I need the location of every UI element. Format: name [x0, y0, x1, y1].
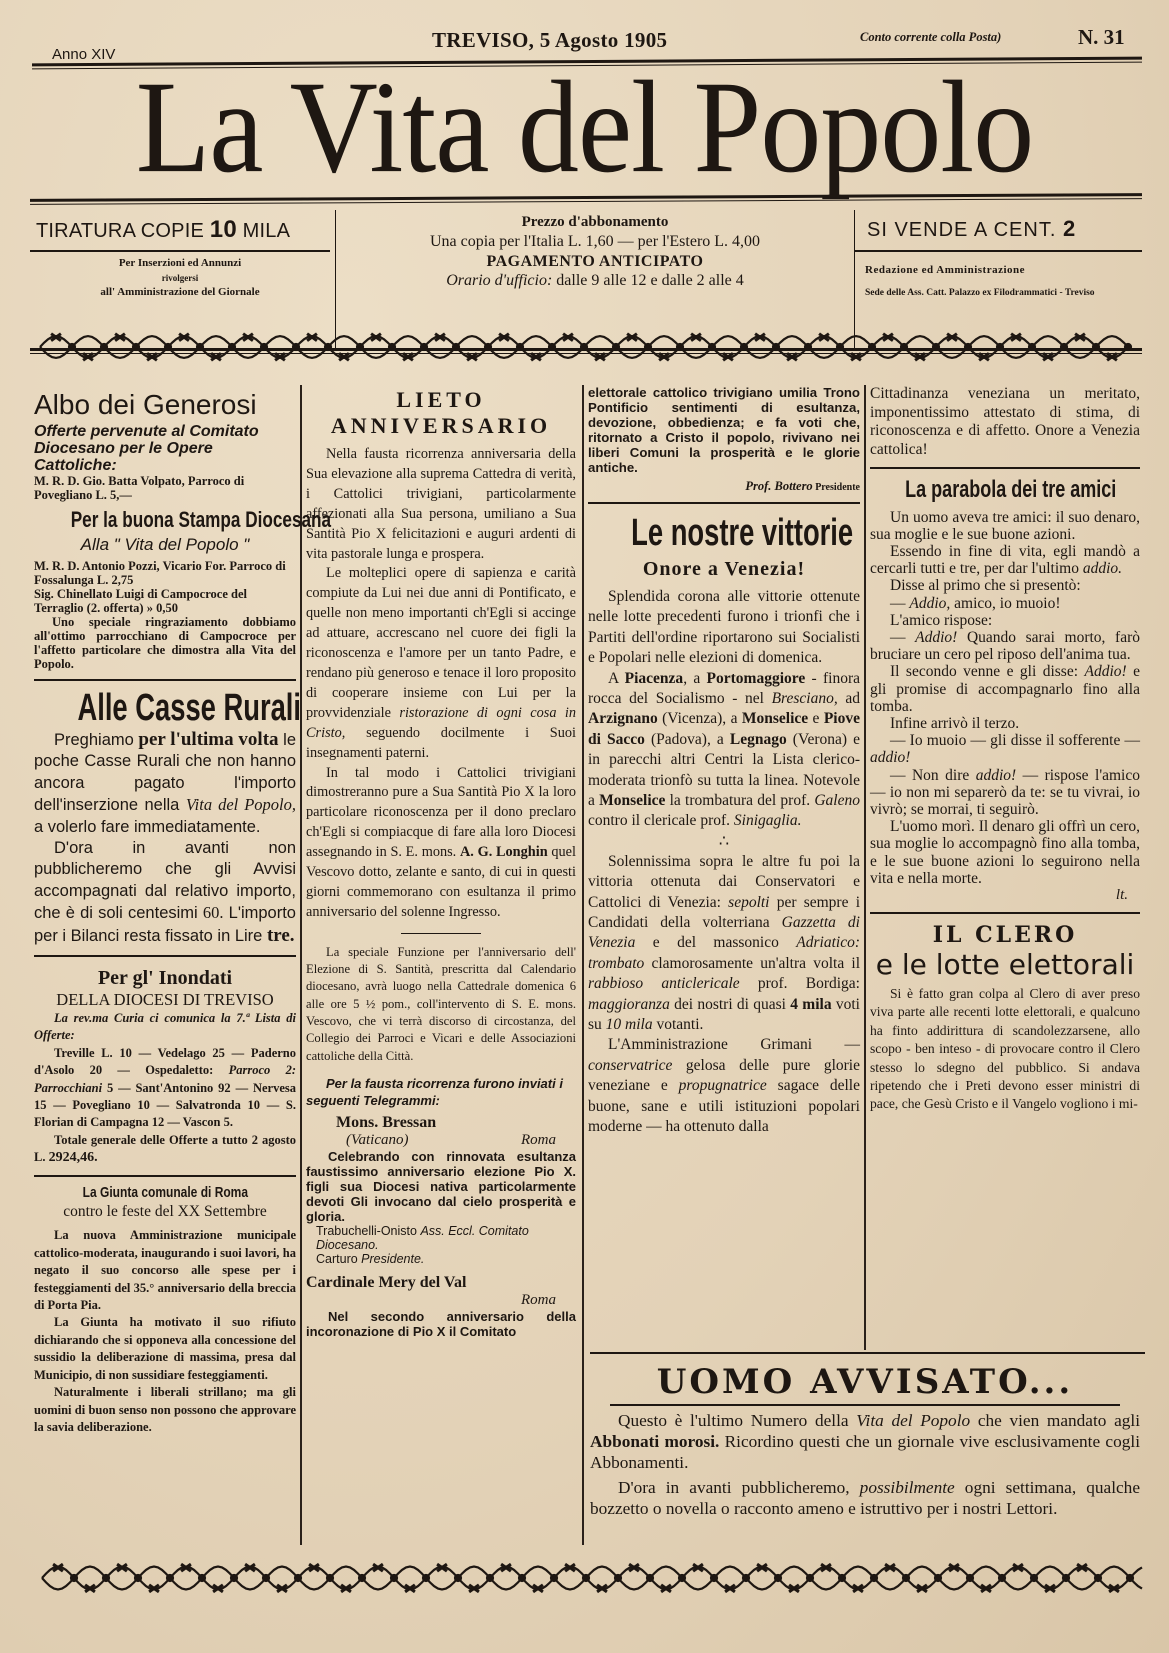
- story-paragraph: [870, 732, 1140, 766]
- article-paragraph: [588, 852, 860, 1036]
- story-paragraph: [870, 543, 1140, 577]
- person-name: Galeno: [814, 791, 860, 809]
- vote-count: 4 mila: [790, 995, 832, 1013]
- stampa-subheading: Alla " Vita del Popolo ": [80, 535, 250, 555]
- text: A: [608, 669, 625, 687]
- story-paragraph: Un uomo aveva tre amici: il suo denaro, sua moglie e le sue buone azioni.: [870, 508, 1140, 543]
- divider: [590, 1352, 1145, 1354]
- divider: [870, 467, 1140, 469]
- office-hours-value: dalle 9 alle 12 e dalle 2 alle 4: [552, 272, 744, 289]
- circulation-suffix: MILA: [236, 220, 291, 242]
- subscription-title: Prezzo d'abbonamento: [521, 214, 669, 230]
- ornament-leaf-cluster: [1013, 1564, 1037, 1581]
- thanks-note: Uno speciale ringraziamento dobbiamo all'ottimo parrocchiano di Campocroce per l'affetto particolare che dimostra alla Vita del Popolo.: [34, 615, 296, 672]
- text: votanti.: [652, 1016, 704, 1034]
- text: prof. Bordiga:: [739, 975, 860, 993]
- story-paragraph: [870, 767, 1140, 819]
- advertising-line-1: Per Inserzioni ed Annunzi: [118, 257, 242, 269]
- newspaper-name: Vita del Popolo,: [185, 795, 297, 815]
- text: 5 — Sant'Antonino 92 — Nervesa 15 — Povegliano 10 — Salvatronda 10 — S. Florian di Campagna 12 — Vascon 5.: [34, 1080, 296, 1130]
- ornament-leaf-cluster: [469, 1575, 493, 1592]
- emphasis: Addio!: [1084, 663, 1127, 681]
- office-hours-label: Orario d'ufficio:: [446, 272, 553, 289]
- divider: [34, 679, 296, 681]
- text: In tal modo i Cattolici trivigiani dimostreranno pure a Sua Santità Pio X la loro particolare riconoscenza per il dono preclaro ch'Egli si compiacque di fare alla loro Diocesi assegnando in S. E. mons.: [306, 764, 576, 861]
- ornament-leaf-cluster: [1043, 344, 1067, 360]
- ornament-leaf-cluster: [1107, 344, 1131, 360]
- donation-entry: M. R. D. Antonio Pozzi, Vicario For. Parroco di Fossalunga L. 2,75: [34, 559, 286, 588]
- giunta-paragraph: La nuova Amministrazione municipale cattolico-moderata, inaugurando i suoi lavori, ha negato il suo concorso alle spese per i festeggiamenti del 35.° anniversario della breccia di Porta Pia.: [34, 1228, 296, 1313]
- text: contro il clericale prof.: [588, 812, 734, 830]
- text: — rispose l'amico — io non mi separerò da te: se tu vivrai, io vivrò; se morrai, ti seguirò.: [870, 766, 1140, 819]
- ornament-leaf-cluster: [277, 1575, 301, 1592]
- ornament-leaf-cluster: [53, 1564, 77, 1581]
- signatory-role: Presidente: [812, 482, 860, 493]
- text: per sempre i Candidati della volterriana: [588, 893, 860, 931]
- article-paragraph: [588, 669, 860, 832]
- giunta-paragraph: La Giunta ha motivato il suo rifiuto dichiarando che si opponeva alla concessione del sussidio la deliberazione di massima, presa dal Municipio, di non sussidiare festeggiamenti.: [34, 1315, 296, 1382]
- place-name: Arzignano: [588, 710, 658, 728]
- text: la trombatura del prof.: [665, 791, 815, 809]
- text: amico, io muoio!: [950, 594, 1061, 612]
- advertising-line-3: all' Amministrazione del Giornale: [100, 285, 260, 298]
- ornament-leaf-cluster: [691, 334, 715, 350]
- place-name: Piove di Sacco: [588, 710, 860, 748]
- place-name: Monselice: [599, 791, 666, 809]
- emphasis: possibilmente: [859, 1478, 955, 1497]
- floral-border-ornament-bottom: [42, 1560, 1142, 1596]
- emphasis: ristorazione di ogni cosa in Cristo,: [306, 704, 576, 741]
- ornament-leaf-cluster: [659, 344, 683, 360]
- text: L'importo per i Bilanci resta fissato in Lire: [34, 904, 296, 945]
- emphasis: maggioranza: [588, 995, 670, 1013]
- editorial-office-label: Redazione ed Amministrazione: [865, 264, 1026, 276]
- ornament-leaf-cluster: [499, 334, 523, 350]
- emphasis: Adriatico: trombato: [588, 934, 860, 972]
- ornament-leaf-cluster: [789, 1575, 813, 1592]
- ornament-leaf-cluster: [115, 334, 139, 350]
- vittorie-subheading: Onore a Venezia!: [642, 557, 806, 580]
- uomo-avvisato-heading: UOMO AVVISATO...: [610, 1362, 1120, 1406]
- subscription-prices: Una copia per l'Italia L. 1,60 — per l'Estero L. 4,00: [429, 233, 761, 250]
- column-rule: [864, 385, 866, 1350]
- postal-account-note: Conto corrente colla Posta): [860, 30, 1002, 44]
- ornament-leaf-cluster: [917, 1575, 941, 1592]
- ornament-leaf-cluster: [947, 334, 971, 350]
- ornament-leaf-cluster: [341, 1575, 365, 1592]
- ornament-leaf-cluster: [565, 1564, 589, 1581]
- telegram-recipient: Mons. Bressan: [336, 1113, 437, 1131]
- ornament-leaf-cluster: [563, 334, 587, 350]
- newspaper-title: La Vita del Popolo: [135, 54, 1034, 201]
- notice-paragraph: [590, 1410, 1140, 1473]
- office-hours: [336, 272, 854, 290]
- ornament-leaf-cluster: [245, 1564, 269, 1581]
- ornament-leaf-cluster: [403, 344, 427, 360]
- circulation-box: [30, 210, 335, 350]
- ornament-leaf-cluster: [883, 334, 907, 350]
- text: ogni settimana, qualche bozzetto o novella o racconto ameno e istruttivo per i nostri Lettori.: [590, 1478, 1140, 1518]
- person-name: Sinigaglia.: [733, 812, 802, 830]
- signatory-role: Ass. Eccl. Comitato Diocesano.: [316, 1223, 529, 1252]
- article-paragraph: [306, 764, 576, 923]
- text: e gli promise di accompagnarlo fino alla tomba.: [870, 663, 1140, 715]
- giunta-paragraph: Naturalmente i liberali strillano; ma gli uomini di buon senso non possono che approvare la savia deliberazione.: [34, 1385, 296, 1434]
- text: D'ora in avanti pubblicheremo,: [618, 1478, 860, 1497]
- ornament-leaf-cluster: [661, 1575, 685, 1592]
- ornament-leaf-cluster: [501, 1564, 525, 1581]
- ornament-leaf-cluster: [1011, 334, 1035, 350]
- ornament-leaf-cluster: [211, 344, 235, 360]
- giunta-heading: [34, 1185, 296, 1201]
- ornament-leaf-cluster: [405, 1575, 429, 1592]
- floral-ornament-icon: [42, 1560, 1142, 1596]
- stampa-heading: [34, 507, 332, 532]
- total-amount: 2924,46.: [48, 1150, 98, 1166]
- emphasis: sepolti: [728, 893, 770, 911]
- article-paragraph: [306, 564, 576, 763]
- ornament-leaf-cluster: [851, 344, 875, 360]
- text: L'Amministrazione Grimani —: [608, 1036, 860, 1054]
- inondati-list: [34, 1045, 296, 1132]
- ornament-leaf-cluster: [437, 1564, 461, 1581]
- section-asterism: ∴: [718, 832, 730, 850]
- signatory: Carturo: [316, 1251, 362, 1266]
- text: ad: [837, 689, 860, 707]
- text: dei nostri di quasi: [669, 995, 791, 1013]
- ornament-leaf-cluster: [371, 334, 395, 350]
- circulation-number: 10: [209, 216, 237, 243]
- telegram-body: Nel secondo anniversario della incoronazione di Pio X il Comitato: [306, 1308, 576, 1339]
- divider: [855, 250, 1142, 252]
- editorial-office-address: Sede delle Ass. Catt. Palazzo ex Filodrammatici - Treviso: [865, 288, 1095, 298]
- telegram-place: (Vaticano): [346, 1131, 409, 1148]
- ornament-leaf-cluster: [821, 1564, 845, 1581]
- volume-year: Anno XIV: [52, 46, 116, 63]
- divider: [30, 250, 330, 252]
- issue-date: TREVISO, 5 Agosto 1905: [432, 28, 668, 52]
- ornament-leaf-cluster: [723, 344, 747, 360]
- story-paragraph: Disse al primo che si presentò:: [890, 577, 1081, 595]
- ornament-leaf-cluster: [179, 334, 203, 350]
- text: Questo è l'ultimo Numero della: [618, 1411, 857, 1430]
- sale-price-value: 2: [1062, 216, 1077, 241]
- notice-paragraph: [590, 1477, 1140, 1519]
- text: D'ora in avanti non pubblicheremo che gli Avvisi accompagnati dal relativo importo, che è di soli centesimi: [34, 839, 296, 923]
- emphasis: Addio,: [909, 594, 951, 612]
- inondati-intro: La rev.ma Curia ci comunica la 7.ª Lista di Offerte:: [34, 1011, 296, 1043]
- ornament-leaf-cluster: [819, 334, 843, 350]
- ornament-leaf-cluster: [149, 1575, 173, 1592]
- text: clamorosamente un'altra volta il: [644, 954, 860, 972]
- ornament-leaf-cluster: [853, 1575, 877, 1592]
- signatory: Trabuchelli-Onisto: [316, 1223, 421, 1238]
- price-value: 60.: [202, 903, 224, 923]
- ornament-leaf-cluster: [629, 1564, 653, 1581]
- telegram-body: Celebrando con rinnovata esultanza faustissimo anniversario elezione Pio X. figli sua Diocesi nativa particolarmente devoti Gli invocano dal cielo prosperità e gloria.: [306, 1148, 576, 1224]
- divider: [34, 955, 296, 957]
- floral-ornament-icon: [40, 330, 1130, 364]
- giunta-subheading: contro le feste del XX Settembre: [63, 1203, 267, 1221]
- giunta-heading-text: La Giunta comunale di Roma: [82, 1183, 248, 1201]
- albo-heading: Albo dei Generosi: [34, 389, 257, 420]
- ornament-leaf-cluster: [885, 1564, 909, 1581]
- ornament-leaf-cluster: [339, 344, 363, 360]
- casse-paragraph-2: [34, 838, 296, 947]
- story-paragraph: [870, 629, 1140, 663]
- telegram-signature: [306, 1252, 576, 1266]
- text: —: [890, 628, 916, 646]
- text: , a: [683, 669, 707, 687]
- story-paragraph: L'amico rispose:: [890, 611, 993, 629]
- bishop-name: A. G. Longhin: [459, 844, 548, 861]
- story-paragraph: [870, 663, 1140, 715]
- ornament-leaf-cluster: [435, 334, 459, 350]
- telegram-city: Roma: [521, 1291, 556, 1308]
- payment-in-advance: PAGAMENTO ANTICIPATO: [486, 253, 704, 270]
- telegram-continuation: elettorale cattolico trivigiano umilia Trono Pontificio sentimenti di esultanza, devozione, obbedienza; e fa voti che, ritornato a Cristo il popolo, rivivano nei liberi Comuni la prosperità e le glorie antiche.: [588, 385, 860, 475]
- place-name: Legnago: [729, 730, 787, 748]
- text: Solennissima sopra le altre fu poi la vittoria ottenuta dai Conservatori e Cattolici di Venezia:: [588, 852, 860, 911]
- story-signature: lt.: [1115, 887, 1128, 904]
- text: le poche Casse Rurali che non hanno ancora pagato l'importo dell'inserzione nella: [34, 730, 296, 815]
- emphasis: addio!: [975, 766, 1017, 784]
- emphasis: Abbonati morosi.: [590, 1432, 720, 1451]
- ornament-leaf-cluster: [949, 1564, 973, 1581]
- emphasis: per l'ultima volta: [138, 728, 279, 750]
- advertising-info: [30, 256, 330, 301]
- telegram-signature: [588, 479, 860, 494]
- text: sagace delle buone, sane e utili istituzioni popolari moderne — ha ottenuto dalla: [588, 1077, 860, 1136]
- uomo-avvisato-box: [590, 1362, 1140, 1519]
- divider: [34, 1175, 296, 1177]
- text: a volerlo fare immediatamente.: [34, 817, 261, 836]
- emphasis: Addio!: [915, 628, 958, 646]
- article-continuation: Cittadinanza veneziana un meritato, imponentissimo attestato di stima, di riconoscenza e di affetto. Onore a Venezia cattolica!: [870, 385, 1140, 458]
- article-paragraph: Nella fausta ricorrenza anniversaria della Sua elevazione alla suprema Cattedra di verità, i Cattolici trivigiani, particolarmente affezionati alla Sua persona, umiliano a Sua Santità Pio X felicitazioni e auguri ardenti di vita pastorale lunga e prospera.: [306, 446, 576, 562]
- circulation-label: [36, 216, 290, 244]
- text: quel Vescovo dotto, zelante e santo, di cui in questi giorni commemorano con esultanza il primo anniversario del solenne Ingresso.: [306, 844, 576, 920]
- text: Ricordino questi che un giornale vive esclusivamente cogli Abbonamenti.: [590, 1432, 1140, 1472]
- ornament-leaf-cluster: [533, 1575, 557, 1592]
- place-name: Piacenza: [624, 669, 684, 687]
- telegram-signature: [306, 1224, 576, 1252]
- text: (Padova), a: [644, 730, 730, 748]
- clero-paragraph: Si è fatto gran colpa al Clero di aver preso viva parte alle recenti lotte elettorali, e qualcuno ha finto addirittura di scandolezzarsene, allo scopo - ben inteso - di provocare contro il Clero stesso lo sdegno del pubblico. Si andava ripetendo che i Preti devono esser ministri di pace, che Gesù Cristo e il Vangelo vogliono i mi-: [870, 986, 1140, 1112]
- ornament-leaf-cluster: [83, 344, 107, 360]
- text: Le molteplici opere di sapienza e carità compiute da Lui nei due anni di Pontificato, e quelle non meno importanti ch'Egli si accinge ad attuare, accrescano nel cuore dei figli la riconoscenza e l'amore per un tanto Padre, e rendano più generoso e tenace il loro proposito di cooperare insieme con Lui per la provvidenziale: [306, 565, 576, 721]
- ornament-leaf-cluster: [147, 344, 171, 360]
- vittorie-heading: [588, 514, 860, 554]
- donation-entry: Sig. Chinellato Luigi di Campocroce del Terraglio (2. offerta) » 0,50: [34, 587, 247, 616]
- place-name: Monselice: [741, 710, 809, 728]
- text: - finora rocca del Socialismo - nel: [588, 669, 861, 707]
- ornament-leaf-cluster: [1075, 334, 1099, 350]
- telegram-recipient: Cardinale Mery del Val: [306, 1273, 467, 1291]
- article-paragraph: Splendida corona alle vittorie ottenute nelle lotte precedenti furono i trionfi che i Partiti dell'ordine riportarono sui Socialisti e Popolari nelle elezioni di domenica.: [588, 587, 860, 667]
- function-notice: La speciale Funzione per l'anniversario dell' Elezione di S. Santità, prescritta dal Calendario diocesano, avrà luogo nella Cattedrale domenica 6 alle ore 5 ½ pom., coll'intervento di S. E. mons. Vescovo, che vi terrà discorso di circostanza, del Collegio dei Parroci e Vicari e delle Associazioni cattoliche della Città.: [306, 944, 576, 1063]
- casse-paragraph-1: [34, 729, 296, 838]
- donation-entry: M. R. D. Gio. Batta Volpato, Parroco di Povegliano L. 5,—: [34, 474, 245, 502]
- emphasis: conservatrice: [588, 1056, 673, 1074]
- ornament-leaf-cluster: [979, 344, 1003, 360]
- ornament-leaf-cluster: [725, 1575, 749, 1592]
- parabola-heading: [870, 477, 1140, 502]
- ornament-leaf-cluster: [243, 334, 267, 350]
- column-rule: [300, 385, 302, 1545]
- advertising-line-2: rivolgersi: [161, 272, 199, 283]
- ornament-leaf-cluster: [693, 1564, 717, 1581]
- vittorie-heading-text: Le nostre vittorie: [631, 512, 854, 554]
- emphasis: Parroco 2: Parrocchiani: [34, 1063, 297, 1095]
- column-1: [34, 385, 332, 1550]
- lieto-anniversario-heading: LIETO ANNIVERSARIO: [330, 387, 552, 438]
- albo-subheading: Offerte pervenute al Comitato Diocesano per le Opere Cattoliche:: [34, 423, 259, 474]
- ornament-leaf-cluster: [85, 1575, 109, 1592]
- emphasis: addio.: [1082, 560, 1123, 578]
- column-2: [306, 385, 576, 1550]
- text: — Io muoio — gli disse il sofferente —: [890, 732, 1140, 750]
- divider: [870, 912, 1140, 914]
- stampa-heading-text: Per la buona Stampa Diocesana: [70, 507, 332, 532]
- masthead-top-line: [52, 22, 1142, 63]
- text: e: [808, 710, 824, 728]
- newspaper-name: Gazzetta di Venezia: [588, 913, 860, 952]
- ornament-leaf-cluster: [597, 1575, 621, 1592]
- clero-heading: IL CLERO: [932, 922, 1078, 949]
- text: Treville L. 10 — Vedelago 25 — Paderno d'Asolo 20 — Ospedaletto:: [34, 1045, 296, 1078]
- ornament-leaf-cluster: [51, 334, 75, 350]
- ornament-leaf-cluster: [307, 334, 331, 350]
- emphasis: addio!: [870, 749, 911, 767]
- ornament-leaf-cluster: [915, 344, 939, 360]
- price-value: tre.: [266, 924, 295, 946]
- inondati-total: [34, 1132, 296, 1167]
- ornament-leaf-cluster: [309, 1564, 333, 1581]
- text: e del massonico: [635, 934, 797, 952]
- ornament-leaf-cluster: [981, 1575, 1005, 1592]
- emphasis: propugnatrice: [678, 1077, 767, 1095]
- ornament-leaf-cluster: [787, 344, 811, 360]
- text: Essendo in fine di vita, egli mandò a cercarli tutti e tre, per dar l'ultimo: [870, 542, 1140, 578]
- text: (Vicenza), a: [657, 710, 742, 728]
- issue-number: N. 31: [1078, 25, 1125, 49]
- signatory: Prof. Bottero: [745, 479, 813, 493]
- telegram-place-line: [306, 1132, 576, 1149]
- ornament-leaf-cluster: [1109, 1575, 1133, 1592]
- text: gelosa delle pure glorie veneziane e: [588, 1056, 860, 1095]
- place-name: Bresciano,: [771, 689, 838, 707]
- ornament-leaf-cluster: [181, 1564, 205, 1581]
- ornament-leaf-cluster: [627, 334, 651, 350]
- ornament-leaf-cluster: [373, 1564, 397, 1581]
- inondati-subheading: DELLA DIOCESI DI TREVISO: [56, 990, 274, 1010]
- text: Il secondo venne e gli disse:: [890, 663, 1085, 681]
- text: —: [890, 594, 910, 612]
- casse-heading-text: Alle Casse Rurali: [77, 687, 302, 730]
- ornament-leaf-cluster: [117, 1564, 141, 1581]
- ornament-leaf-cluster: [1077, 1564, 1101, 1581]
- ornament-leaf-cluster: [757, 1564, 781, 1581]
- price-box: [855, 210, 1142, 350]
- story-paragraph: L'uomo morì. Il denaro gli offrì un cero, sua moglie lo accompagnò fino alla tomba, e le sue buone azioni lo seguirono nella vita e nella morte.: [870, 818, 1140, 887]
- article-paragraph: [588, 1035, 860, 1137]
- ornament-leaf-cluster: [595, 344, 619, 360]
- telegram-city: Roma: [521, 1131, 556, 1148]
- story-paragraph: [870, 595, 1140, 612]
- text: voti su: [588, 995, 860, 1034]
- divider: [401, 933, 481, 934]
- newspaper-name: Vita del Popolo: [856, 1411, 971, 1430]
- emphasis: rabbioso anticlericale: [588, 975, 740, 993]
- text: Totale generale delle Offerte a tutto 2 agosto L.: [34, 1132, 296, 1165]
- place-name: Portomaggiore: [706, 669, 806, 687]
- sale-price: [867, 216, 1076, 242]
- ornament-leaf-cluster: [213, 1575, 237, 1592]
- ornament-leaf-cluster: [531, 344, 555, 360]
- ornament-leaf-cluster: [275, 344, 299, 360]
- text: seguendo docilmente i Suoi insegnamenti paterni.: [306, 724, 576, 761]
- divider: [588, 502, 860, 504]
- info-bar: [30, 210, 1142, 350]
- text: (Verona) e in parecchi altri Centri la Lista clerico-moderata trionfò su tutta la linea. Notevole a: [588, 730, 860, 809]
- text: — Non dire: [890, 766, 976, 784]
- ornament-leaf-cluster: [1045, 1575, 1069, 1592]
- clero-subheading: e le lotte elettorali: [875, 948, 1135, 982]
- telegram-intro: Per la fausta ricorrenza furono inviati i seguenti Telegrammi:: [306, 1075, 563, 1108]
- text: Quando sarai morto, farò bruciare un cero pel riposo dell'anima tua.: [870, 628, 1140, 664]
- circulation-prefix: TIRATURA COPIE: [36, 220, 210, 242]
- ornament-leaf-cluster: [467, 344, 491, 360]
- parabola-heading-text: La parabola dei tre amici: [905, 476, 1117, 504]
- column-rule: [582, 385, 584, 1545]
- text: che vien mandato agli: [970, 1411, 1140, 1430]
- signatory-role: Presidente.: [361, 1251, 425, 1266]
- text: Preghiamo: [54, 730, 139, 749]
- inondati-heading: Per gl' Inondati: [97, 967, 233, 990]
- sale-price-label: SI VENDE A CENT.: [867, 219, 1063, 241]
- casse-heading: [34, 687, 302, 730]
- subscription-box: [335, 210, 855, 350]
- floral-border-ornament-top: [40, 330, 1130, 364]
- ornament-leaf-cluster: [755, 334, 779, 350]
- story-paragraph: Infine arrivò il terzo.: [890, 715, 1020, 732]
- vote-count: 10 mila: [605, 1016, 653, 1034]
